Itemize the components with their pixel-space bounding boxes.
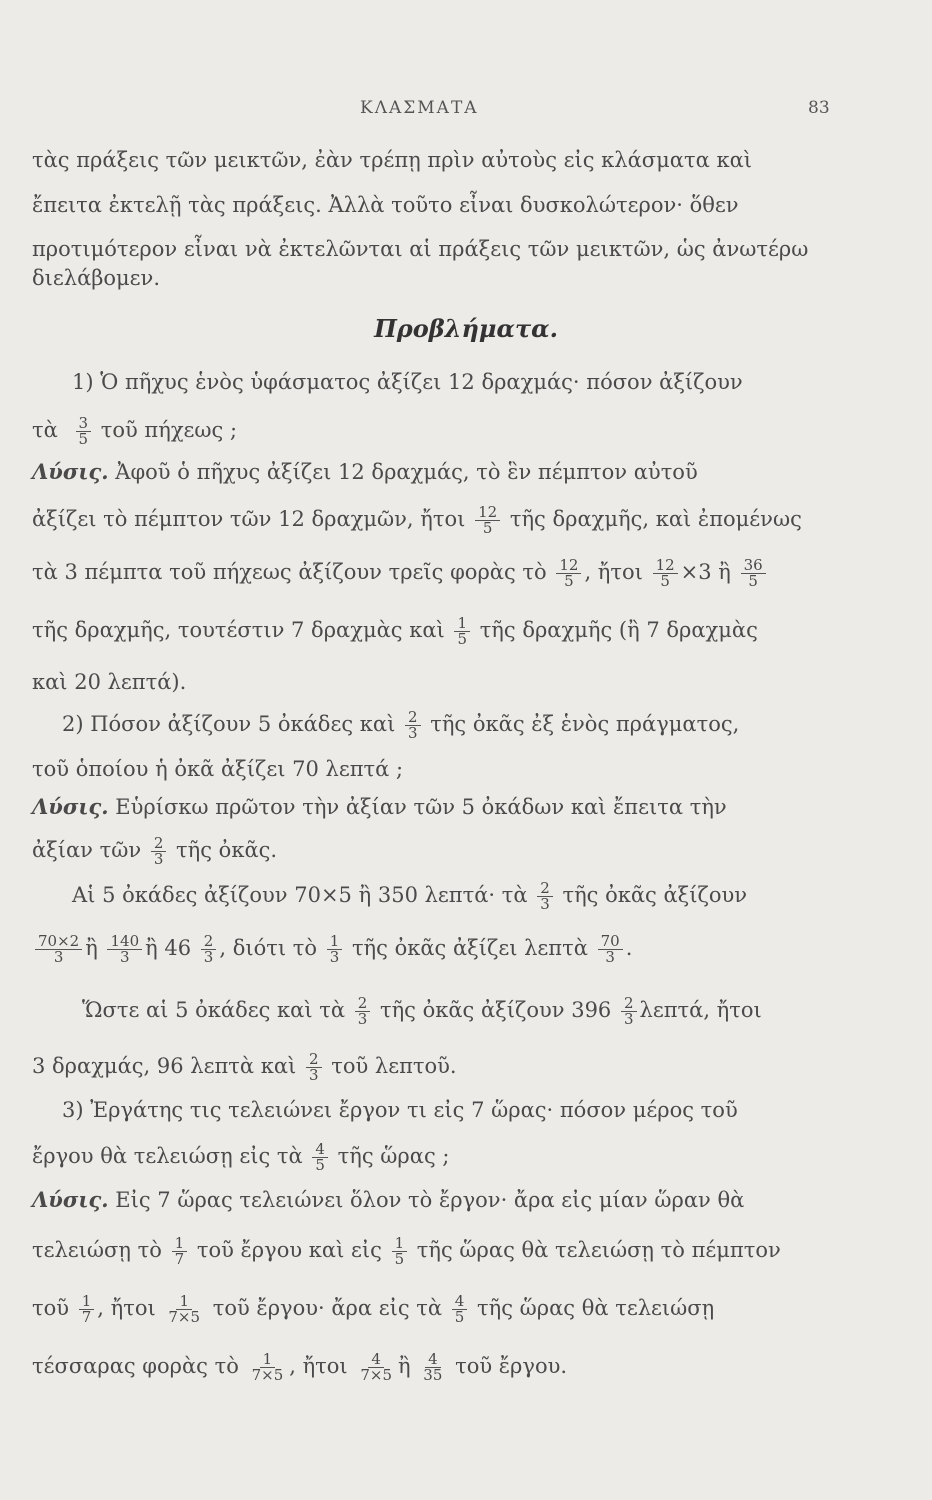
text: Εὑρίσκω πρῶτον τὴν ἀξίαν τῶν 5 ὀκάδων καὶ ἔπειτα τὴν <box>115 795 727 819</box>
problem-1-solution <box>32 670 892 694</box>
numerator: 4 <box>452 1294 468 1310</box>
solution-label: Λύσις. <box>32 459 109 484</box>
numerator: 70×2 <box>35 934 82 950</box>
fraction <box>151 836 167 867</box>
text: τῆς ὀκᾶς ἐξ ἑνὸς πράγματος, <box>430 712 740 736</box>
denominator: 7 <box>174 1250 185 1268</box>
denominator: 3 <box>120 948 130 966</box>
text: τῆς ὀκᾶς. <box>176 838 278 862</box>
denominator: 7×5 <box>168 1308 201 1326</box>
text: τοῦ <box>32 1296 70 1320</box>
problem-2-solution <box>32 795 892 819</box>
text: τῆς δραχμῆς (ἢ 7 δραχμὰς <box>479 618 758 642</box>
text: Ὥστε αἱ 5 ὀκάδες καὶ τὰ <box>82 998 346 1022</box>
running-title: ΚΛΑΣΜΑΤΑ <box>360 98 479 118</box>
fraction <box>452 1294 468 1325</box>
text: τὰς πράξεις τῶν μεικτῶν, ἐὰν τρέπῃ πρὶν αὐτοὺς εἰς κλάσματα καὶ <box>32 148 752 172</box>
text: τῆς ὀκᾶς ἀξίζουν <box>562 883 748 907</box>
numerator: 2 <box>405 710 421 726</box>
numerator: 2 <box>355 996 371 1012</box>
text: τέσσαρας φορὰς τὸ <box>32 1354 239 1378</box>
fraction <box>327 934 343 965</box>
denominator: 35 <box>423 1366 443 1384</box>
text: ἀξίαν τῶν <box>32 838 142 862</box>
denominator: 3 <box>53 948 64 966</box>
problem-1-solution <box>32 616 892 647</box>
numerator: 12 <box>556 558 581 574</box>
text: διελάβομεν. <box>32 266 160 290</box>
text: , ἤτοι <box>289 1354 348 1378</box>
text: 2) Πόσον ἀξίζουν 5 ὀκάδες καὶ <box>62 712 396 736</box>
denominator: 5 <box>78 430 89 448</box>
fraction <box>357 1352 395 1383</box>
text: τῆς δραχμῆς, καὶ ἐπομένως <box>509 507 802 531</box>
fraction <box>621 996 637 1027</box>
numerator: 1 <box>454 616 470 632</box>
denominator: 5 <box>564 572 574 590</box>
text: ἢ <box>85 936 98 960</box>
denominator: 5 <box>454 1308 465 1326</box>
text: τῆς ὥρας θὰ τελειώσῃ <box>477 1296 715 1320</box>
text: τοῦ πήχεως ; <box>100 418 238 442</box>
denominator: 3 <box>357 1010 368 1028</box>
text: ἔργου θὰ τελειώσῃ εἰς τὰ <box>32 1144 303 1168</box>
page-header <box>0 98 932 122</box>
text: . <box>625 936 633 960</box>
numerator: 2 <box>201 934 217 950</box>
fraction <box>537 881 553 912</box>
text: , ἤτοι <box>584 560 643 584</box>
problem-1-question <box>72 370 892 394</box>
fraction <box>76 416 92 447</box>
denominator: 5 <box>394 1250 405 1268</box>
numerator: 4 <box>368 1352 384 1368</box>
numerator: 4 <box>312 1142 328 1158</box>
problem-3-solution <box>32 1236 892 1267</box>
text: τῆς δραχμῆς, τουτέστιν 7 δραχμὰς καὶ <box>32 618 445 642</box>
denominator: 3 <box>605 948 615 966</box>
fraction <box>598 934 623 965</box>
text: τῆς ὥρας θὰ τελειώσῃ τὸ πέμπτον <box>416 1238 781 1262</box>
denominator: 5 <box>457 630 467 648</box>
numerator: 1 <box>176 1294 192 1310</box>
text: τοῦ ὁποίου ἡ ὀκᾶ ἀξίζει 70 λεπτά ; <box>32 757 404 781</box>
numerator: 2 <box>151 836 167 852</box>
text-line <box>32 148 892 172</box>
numerator: 4 <box>425 1352 441 1368</box>
numerator: 1 <box>392 1236 408 1252</box>
text: τῆς ὀκᾶς ἀξίζει λεπτὰ <box>351 936 588 960</box>
fraction <box>249 1352 287 1383</box>
problem-3-question <box>62 1098 892 1122</box>
text: προτιμότερον εἶναι νὰ ἐκτελῶνται αἱ πράξεις τῶν μεικτῶν, ὡς ἀνωτέρω <box>32 237 809 261</box>
page-number: 83 <box>808 98 830 118</box>
denominator: 3 <box>308 1066 319 1084</box>
text: τῆς ὀκᾶς ἀξίζουν 396 <box>379 998 612 1022</box>
text: τοῦ λεπτοῦ. <box>331 1054 457 1078</box>
text: τοῦ ἔργου· ἄρα εἰς τὰ <box>212 1296 443 1320</box>
problem-1-solution <box>32 505 892 536</box>
numerator: 1 <box>327 934 343 950</box>
numerator: 2 <box>537 881 553 897</box>
fraction <box>420 1352 445 1383</box>
denominator: 7×5 <box>360 1366 393 1384</box>
problem-2-solution <box>32 934 892 965</box>
fraction <box>79 1294 95 1325</box>
problem-1-solution <box>32 558 892 589</box>
text: τοῦ ἔργου καὶ εἰς <box>196 1238 382 1262</box>
numerator: 12 <box>475 505 500 521</box>
fraction <box>306 1052 322 1083</box>
text: Αἱ 5 ὀκάδες ἀξίζουν 70×5 ἢ 350 λεπτά· τὰ <box>72 883 528 907</box>
problem-2-solution <box>72 881 892 912</box>
denominator: 3 <box>408 724 418 742</box>
numerator: 3 <box>76 416 92 432</box>
text-line <box>32 193 892 217</box>
problem-3-solution <box>32 1188 892 1212</box>
text: τοῦ ἔργου. <box>455 1354 568 1378</box>
text: τὰ <box>32 418 58 442</box>
fraction <box>392 1236 408 1267</box>
fraction <box>172 1236 188 1267</box>
fraction <box>355 996 371 1027</box>
text: τῆς ὥρας ; <box>337 1144 450 1168</box>
text-line <box>32 237 892 261</box>
fraction <box>454 616 470 647</box>
problem-2-question <box>62 710 892 741</box>
fraction <box>201 934 217 965</box>
fraction <box>741 558 766 589</box>
problem-3-solution <box>32 1294 892 1325</box>
problem-1-solution <box>32 460 892 484</box>
fraction <box>653 558 678 589</box>
text: 1) Ὁ πῆχυς ἑνὸς ὑφάσματος ἀξίζει 12 δραχμάς· πόσον ἀξίζουν <box>72 370 743 394</box>
numerator: 1 <box>260 1352 276 1368</box>
fraction <box>312 1142 328 1173</box>
section-heading: Προβλήματα. <box>374 314 558 343</box>
fraction <box>107 934 142 965</box>
text-line <box>32 266 892 290</box>
problem-2-question <box>32 757 892 781</box>
text: ἢ <box>398 1354 411 1378</box>
numerator: 1 <box>172 1236 188 1252</box>
problem-3-question <box>32 1142 892 1173</box>
numerator: 2 <box>306 1052 322 1068</box>
solution-label: Λύσις. <box>32 1187 109 1212</box>
denominator: 3 <box>623 1010 634 1028</box>
text: ἢ 46 <box>145 936 192 960</box>
numerator: 1 <box>79 1294 95 1310</box>
text: 3 δραχμάς, 96 λεπτὰ καὶ <box>32 1054 297 1078</box>
denominator: 3 <box>540 895 550 913</box>
text: καὶ 20 λεπτά). <box>32 670 187 694</box>
problem-3-solution <box>32 1352 892 1383</box>
fraction <box>165 1294 203 1325</box>
text: Ἀφοῦ ὁ πῆχυς ἀξίζει 12 δραχμάς, τὸ ἓν πέμπτον αὐτοῦ <box>115 460 698 484</box>
fraction <box>475 505 500 536</box>
numerator: 36 <box>741 558 766 574</box>
text: ἀξίζει τὸ πέμπτον τῶν 12 δραχμῶν, ἤτοι <box>32 507 466 531</box>
solution-label: Λύσις. <box>32 794 109 819</box>
problem-2-solution <box>32 1052 892 1083</box>
text: τὰ 3 πέμπτα τοῦ πήχεως ἀξίζουν τρεῖς φορὰς τὸ <box>32 560 547 584</box>
fraction <box>405 710 421 741</box>
denominator: 7 <box>81 1308 92 1326</box>
problem-1-question <box>32 416 892 447</box>
numerator: 2 <box>621 996 637 1012</box>
denominator: 3 <box>153 850 164 868</box>
fraction <box>556 558 581 589</box>
denominator: 3 <box>203 948 214 966</box>
text: τελειώσῃ τὸ <box>32 1238 162 1262</box>
text: λεπτά, ἤτοι <box>639 998 762 1022</box>
problem-2-solution <box>32 836 892 867</box>
denominator: 5 <box>748 572 758 590</box>
numerator: 70 <box>598 934 623 950</box>
denominator: 5 <box>482 519 493 537</box>
text: Εἰς 7 ὥρας τελειώνει ὅλον τὸ ἔργον· ἄρα εἰς μίαν ὥραν θὰ <box>115 1188 745 1212</box>
text: ἔπειτα ἐκτελῇ τὰς πράξεις. Ἀλλὰ τοῦτο εἶναι δυσκολώτερον· ὅθεν <box>32 193 739 217</box>
numerator: 140 <box>107 934 142 950</box>
denominator: 5 <box>660 572 670 590</box>
denominator: 5 <box>315 1156 325 1174</box>
problem-2-solution <box>82 996 892 1027</box>
text: , διότι τὸ <box>219 936 318 960</box>
text: ×3 ἢ <box>680 560 731 584</box>
text: 3) Ἐργάτης τις τελειώνει ἔργον τι εἰς 7 ὥρας· πόσον μέρος τοῦ <box>62 1098 738 1122</box>
text: , ἤτοι <box>97 1296 156 1320</box>
fraction <box>35 934 82 965</box>
denominator: 3 <box>329 948 340 966</box>
denominator: 7×5 <box>251 1366 284 1384</box>
numerator: 12 <box>653 558 678 574</box>
